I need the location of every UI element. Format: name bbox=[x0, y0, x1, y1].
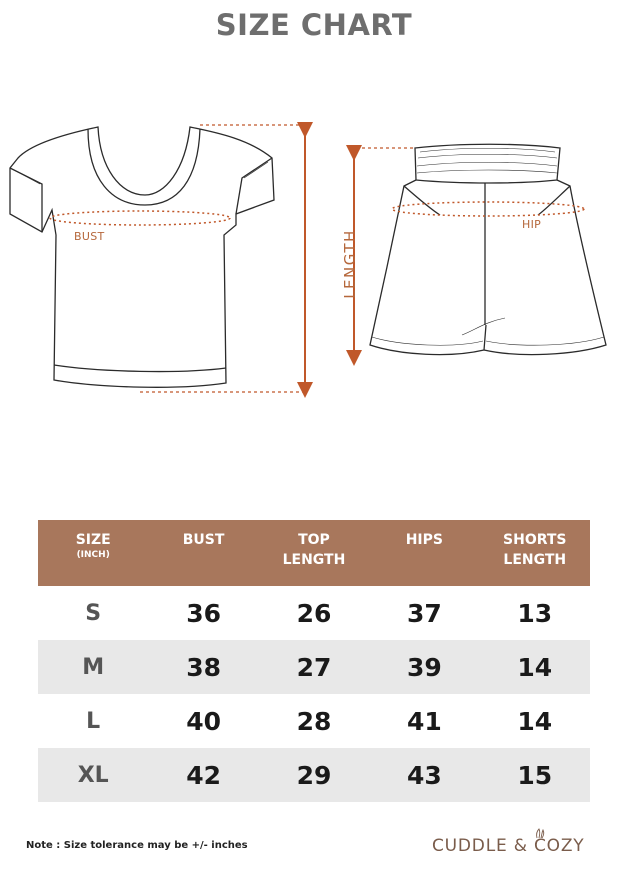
bust-label: BUST bbox=[74, 230, 105, 243]
brand-name: CUDDLE & COZY bbox=[432, 836, 585, 856]
hip-label: HIP bbox=[522, 218, 542, 231]
header-top-length bbox=[259, 520, 369, 586]
bust-cell: 42 bbox=[148, 748, 258, 802]
table-row bbox=[38, 640, 590, 694]
size-tolerance-note: Note : Size tolerance may be +/- inches bbox=[26, 840, 248, 851]
bust-cell: 38 bbox=[148, 640, 258, 694]
bust-guide bbox=[50, 211, 230, 225]
shorts-length-cell: 13 bbox=[517, 598, 553, 628]
page-title: SIZE CHART bbox=[215, 8, 413, 42]
header-sub-label: (INCH) bbox=[76, 550, 110, 560]
tshirt-drawing bbox=[10, 127, 274, 387]
shorts-length-cell: 14 bbox=[517, 706, 553, 736]
header-label: SHORTS LENGTH bbox=[503, 532, 567, 568]
table-row bbox=[38, 748, 590, 802]
hips-cell: 43 bbox=[369, 748, 479, 802]
hands-icon bbox=[533, 826, 547, 840]
table-row bbox=[38, 694, 590, 748]
size-table bbox=[38, 520, 590, 802]
length-label: LENGTH bbox=[341, 229, 359, 299]
top-length-cell: 29 bbox=[259, 748, 369, 802]
hips-cell: 37 bbox=[406, 598, 442, 628]
size-cell: XL bbox=[38, 748, 148, 802]
top-length-cell: 27 bbox=[259, 640, 369, 694]
hip-guide bbox=[392, 202, 584, 216]
top-length-cell: 26 bbox=[296, 598, 332, 628]
header-size bbox=[38, 520, 148, 586]
size-cell: M bbox=[38, 640, 148, 694]
hips-cell: 39 bbox=[369, 640, 479, 694]
header-shorts-length bbox=[480, 520, 590, 586]
bust-cell: 36 bbox=[186, 598, 221, 628]
shorts-drawing bbox=[370, 144, 606, 354]
header-label: BUST bbox=[182, 532, 225, 548]
header-label: TOP LENGTH bbox=[282, 532, 346, 568]
header-label: HIPS bbox=[405, 532, 443, 548]
bust-cell: 40 bbox=[186, 706, 221, 736]
top-length-cell: 28 bbox=[296, 706, 332, 736]
size-cell: S bbox=[85, 600, 102, 626]
shorts-length-cell: 15 bbox=[480, 748, 590, 802]
table-header-row bbox=[38, 520, 590, 586]
size-cell: L bbox=[86, 708, 101, 734]
table-row bbox=[38, 586, 590, 640]
shorts-length-cell: 14 bbox=[480, 640, 590, 694]
header-hips bbox=[369, 520, 479, 586]
header-label: SIZE bbox=[75, 532, 111, 548]
hips-cell: 41 bbox=[406, 706, 442, 736]
header-bust bbox=[148, 520, 258, 586]
